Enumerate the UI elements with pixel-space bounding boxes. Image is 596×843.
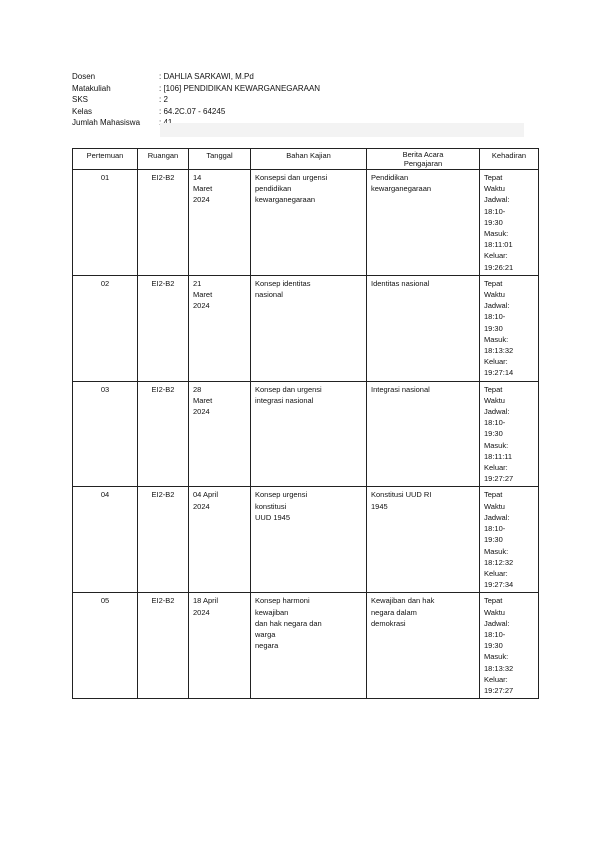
cell-pertemuan: 02: [73, 275, 138, 381]
header-bahan-kajian: Bahan Kajian: [251, 149, 367, 170]
cell-kehadiran: Tepat Waktu Jadwal: 18:10- 19:30 Masuk: 18:13:32 Keluar: 19:27:27: [480, 593, 539, 699]
cell-tanggal: 21 Maret 2024: [189, 275, 251, 381]
table-row: [73, 170, 539, 276]
cell-tanggal: 04 April 2024: [189, 487, 251, 593]
cell-berita-acara: Kewajiban dan hak negara dalam demokrasi: [367, 593, 480, 699]
cell-kehadiran: Tepat Waktu Jadwal: 18:10- 19:30 Masuk: 18:11:01 Keluar: 19:26:21: [480, 170, 539, 276]
cell-tanggal: 28 Maret 2024: [189, 381, 251, 487]
cell-ruangan: EI2-B2: [138, 381, 189, 487]
info-value: : [106] PENDIDIKAN KEWARGANEGARAAN: [159, 83, 321, 93]
cell-pertemuan: 05: [73, 593, 138, 699]
cell-tanggal: 18 April 2024: [189, 593, 251, 699]
cell-tanggal: 14 Maret 2024: [189, 170, 251, 276]
cell-kehadiran: Tepat Waktu Jadwal: 18:10- 19:30 Masuk: 18:13:32 Keluar: 19:27:14: [480, 275, 539, 381]
cell-berita-acara: Konstitusi UUD RI 1945: [367, 487, 480, 593]
cell-bahan-kajian: Konsep dan urgensi integrasi nasional: [251, 381, 367, 487]
table-row: [73, 593, 539, 699]
cell-pertemuan: 01: [73, 170, 138, 276]
info-row-dosen: [72, 71, 320, 83]
cell-ruangan: EI2-B2: [138, 275, 189, 381]
info-row-kelas: [72, 106, 320, 118]
cell-pertemuan: 03: [73, 381, 138, 487]
header-tanggal: Tanggal: [189, 149, 251, 170]
attendance-table: [72, 148, 539, 699]
cell-ruangan: EI2-B2: [138, 487, 189, 593]
info-label: Matakuliah: [72, 83, 111, 93]
info-row-sks: [72, 94, 320, 106]
header-berita-acara: Berita Acara Pengajaran: [367, 149, 480, 170]
info-value: : 2: [159, 95, 168, 104]
cell-ruangan: EI2-B2: [138, 593, 189, 699]
info-label: Jumlah Mahasiswa: [72, 118, 141, 127]
info-value: : DAHLIA SARKAWI, M.Pd: [159, 72, 254, 81]
info-label: Kelas: [72, 106, 93, 116]
cell-bahan-kajian: Konsepsi dan urgensi pendidikan kewarganegaraan: [251, 170, 367, 276]
cell-pertemuan: 04: [73, 487, 138, 593]
cell-berita-acara: Integrasi nasional: [367, 381, 480, 487]
header-kehadiran: Kehadiran: [480, 149, 539, 170]
table-row: [73, 487, 539, 593]
info-row-matakuliah: [72, 83, 320, 95]
course-info: [72, 71, 320, 129]
cell-kehadiran: Tepat Waktu Jadwal: 18:10- 19:30 Masuk: 18:12:32 Keluar: 19:27:34: [480, 487, 539, 593]
table-header-row: [73, 149, 539, 170]
cell-berita-acara: Identitas nasional: [367, 275, 480, 381]
cell-bahan-kajian: Konsep identitas nasional: [251, 275, 367, 381]
info-value: : 64.2C.07 - 64245: [159, 106, 226, 116]
cell-kehadiran: Tepat Waktu Jadwal: 18:10- 19:30 Masuk: 18:11:11 Keluar: 19:27:27: [480, 381, 539, 487]
table-row: [73, 275, 539, 381]
info-label: Dosen: [72, 72, 96, 81]
shaded-band: [160, 123, 524, 137]
info-label: SKS: [72, 95, 89, 104]
cell-berita-acara: Pendidikan kewarganegaraan: [367, 170, 480, 276]
header-pertemuan: Pertemuan: [73, 149, 138, 170]
header-ruangan: Ruangan: [138, 149, 189, 170]
cell-bahan-kajian: Konsep harmoni kewajiban dan hak negara dan warga negara: [251, 593, 367, 699]
table-row: [73, 381, 539, 487]
cell-bahan-kajian: Konsep urgensi konstitusi UUD 1945: [251, 487, 367, 593]
cell-ruangan: EI2-B2: [138, 170, 189, 276]
